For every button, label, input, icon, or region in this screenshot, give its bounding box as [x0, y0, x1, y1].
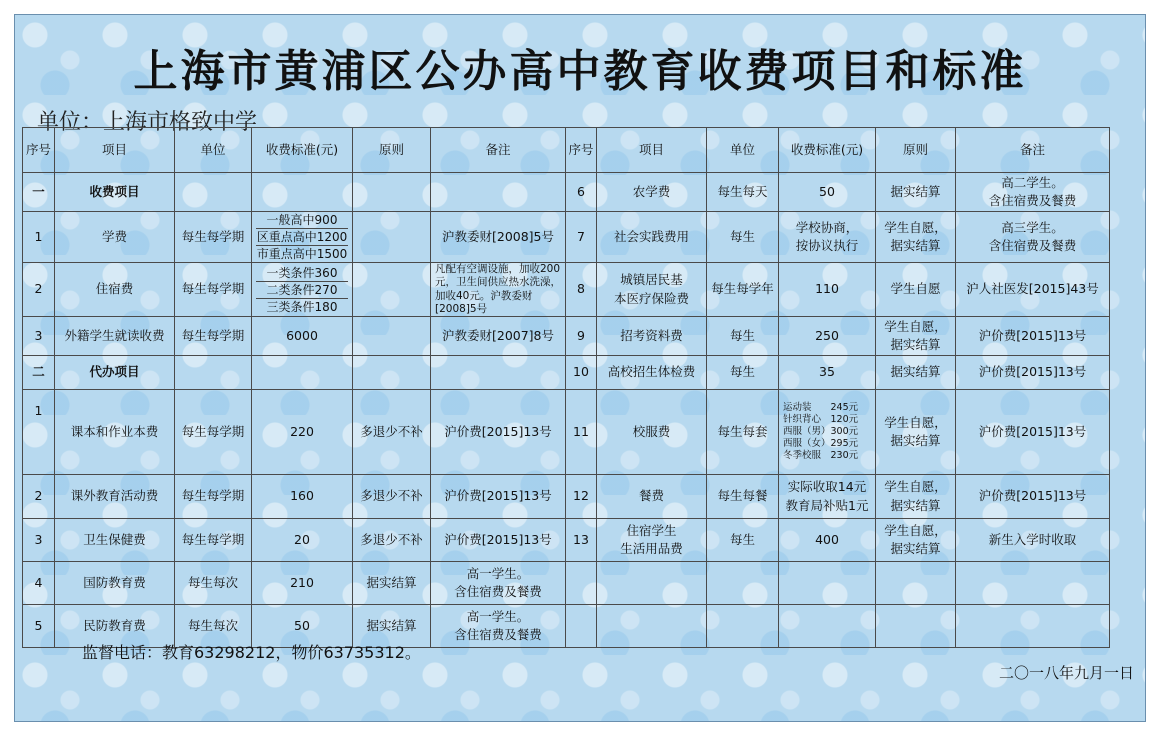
- fee-unit: 每生每学期: [175, 263, 252, 317]
- fee-note: 沪价费[2015]13号: [956, 317, 1110, 356]
- fee-rule: [353, 263, 431, 317]
- fee-note: [431, 562, 566, 605]
- rule-line: 据实结算: [890, 497, 941, 513]
- fee-standard: 160: [252, 475, 353, 519]
- row-number: 2: [23, 475, 55, 519]
- section-title: 收费项目: [55, 173, 175, 212]
- rule-line: 据实结算: [890, 238, 941, 253]
- fee-rule: [876, 519, 956, 562]
- std-line: 运动装 245元: [783, 402, 859, 414]
- fee-unit: 每生: [707, 519, 779, 562]
- fee-note: 沪价费[2015]13号: [956, 356, 1110, 390]
- fee-rule: 多退少不补: [353, 390, 431, 475]
- fee-item: 学费: [55, 212, 175, 263]
- fee-item: 课本和作业本费: [55, 390, 175, 475]
- note-text: 凡配有空调设施，加收200元，卫生间供应热水洗澡，加收40元。沪教委财[2008]5号: [435, 263, 561, 315]
- row-number: 11: [566, 390, 597, 475]
- rule-line: 学生自愿，: [884, 219, 947, 235]
- empty-cell: [956, 605, 1110, 648]
- note-line: 含住宿费及餐费: [988, 193, 1077, 208]
- std-line: 按协议执行: [795, 238, 859, 253]
- std-line: 西服（女）295元: [783, 437, 859, 449]
- item-line: 城镇居民基: [620, 272, 683, 288]
- row-number: 10: [566, 356, 597, 390]
- fee-rule: [876, 317, 956, 356]
- row-number: 3: [23, 317, 55, 356]
- header-cell: 收费标准(元): [779, 128, 876, 173]
- std-line: 一类条件360: [256, 265, 348, 282]
- fee-unit: 每生每套: [707, 390, 779, 475]
- empty-cell: [779, 562, 876, 605]
- fee-unit: 每生每天: [707, 173, 779, 212]
- rule-line: 学生自愿，: [884, 479, 947, 495]
- fee-unit: 每生每学年: [707, 263, 779, 317]
- table-row: [23, 562, 1110, 605]
- header-cell: 序号: [566, 128, 597, 173]
- fee-standard: 35: [779, 356, 876, 390]
- std-line: 三类条件180: [266, 299, 338, 314]
- fee-item: 高校招生体检费: [597, 356, 707, 390]
- fee-unit: 每生每学期: [175, 519, 252, 562]
- empty-cell: [956, 562, 1110, 605]
- std-line: 区重点高中1200: [256, 230, 348, 244]
- fee-unit: 每生: [707, 317, 779, 356]
- note-line: 含住宿费及餐费: [454, 584, 542, 599]
- empty-cell: [353, 173, 431, 212]
- section-number: 二: [23, 356, 55, 390]
- page-title: 上海市黄浦区公办高中教育收费项目和标准: [133, 46, 1027, 97]
- table-row: [23, 519, 1110, 562]
- fee-standard: [779, 212, 876, 263]
- fee-item: 餐费: [597, 475, 707, 519]
- row-number: 1: [23, 212, 55, 263]
- fee-note: 沪教委财[2007]8号: [431, 317, 566, 356]
- fee-rule: 多退少不补: [353, 475, 431, 519]
- fee-note: 沪价费[2015]13号: [431, 519, 566, 562]
- fee-table: [22, 127, 1110, 648]
- rule-line: 学生自愿，: [884, 414, 947, 430]
- std-line: 市重点高中1500: [256, 247, 348, 261]
- table-row: [23, 475, 1110, 519]
- empty-cell: [353, 356, 431, 390]
- empty-cell: [431, 356, 566, 390]
- row-number: 2: [23, 263, 55, 317]
- table-row: [23, 356, 1110, 390]
- fee-item: 卫生保健费: [55, 519, 175, 562]
- empty-cell: [597, 605, 707, 648]
- fee-item: 课外教育活动费: [55, 475, 175, 519]
- fee-standard: [252, 212, 353, 263]
- row-number: 3: [23, 519, 55, 562]
- note-line: 高二学生。: [1001, 174, 1064, 190]
- fee-item: 住宿费: [55, 263, 175, 317]
- section-number: 一: [23, 173, 55, 212]
- empty-cell: [175, 356, 252, 390]
- fee-standard: [252, 263, 353, 317]
- fee-unit: 每生每学期: [175, 475, 252, 519]
- fee-rule: 据实结算: [876, 173, 956, 212]
- row-number: 5: [23, 605, 55, 648]
- empty-cell: [566, 605, 597, 648]
- fee-note: 沪人社医发[2015]43号: [956, 263, 1110, 317]
- fee-note: 沪价费[2015]13号: [431, 390, 566, 475]
- fee-standard: 400: [779, 519, 876, 562]
- header-cell: 原则: [876, 128, 956, 173]
- empty-cell: [707, 562, 779, 605]
- fee-note: 沪价费[2015]13号: [956, 475, 1110, 519]
- fee-item: 国防教育费: [55, 562, 175, 605]
- rule-line: 学生自愿，: [884, 522, 947, 538]
- row-number: 6: [566, 173, 597, 212]
- fee-note: [956, 173, 1110, 212]
- fee-unit: 每生每学期: [175, 212, 252, 263]
- table-row: [23, 317, 1110, 356]
- fee-rule: 据实结算: [876, 356, 956, 390]
- empty-cell: [707, 605, 779, 648]
- fee-standard: [779, 475, 876, 519]
- fee-item: [597, 519, 707, 562]
- fee-standard: [779, 390, 876, 475]
- fee-rule: [876, 212, 956, 263]
- fee-standard: 110: [779, 263, 876, 317]
- header-cell: 单位: [707, 128, 779, 173]
- fee-note: 沪价费[2015]13号: [956, 390, 1110, 475]
- issue-date: 二〇一八年九月一日: [998, 664, 1134, 682]
- table-row: [23, 173, 1110, 212]
- fee-rule: 据实结算: [353, 562, 431, 605]
- fee-unit: 每生: [707, 356, 779, 390]
- note-line: 含住宿费及餐费: [454, 627, 542, 642]
- fee-rule: 多退少不补: [353, 519, 431, 562]
- fee-unit: 每生每学期: [175, 317, 252, 356]
- fee-unit: 每生每学期: [175, 390, 252, 475]
- header-cell: 单位: [175, 128, 252, 173]
- fee-standard: 210: [252, 562, 353, 605]
- fee-unit: 每生每次: [175, 562, 252, 605]
- note-line: 高一学生。: [466, 608, 530, 624]
- std-line: 学校协商，: [795, 219, 859, 235]
- header-cell: 原则: [353, 128, 431, 173]
- fee-standard: 50: [252, 605, 353, 648]
- table-header-row: [23, 128, 1110, 173]
- fee-note: 沪价费[2015]13号: [431, 475, 566, 519]
- fee-rule: [353, 212, 431, 263]
- fee-item: 民防教育费: [55, 605, 175, 648]
- row-number: 13: [566, 519, 597, 562]
- fee-standard: 250: [779, 317, 876, 356]
- fee-rule: [876, 475, 956, 519]
- fee-item: [597, 263, 707, 317]
- supervision-phone: 监督电话：教育63298212，物价63735312。: [82, 643, 421, 662]
- header-cell: 备注: [431, 128, 566, 173]
- std-line: 实际收取14元: [787, 479, 867, 495]
- empty-cell: [876, 605, 956, 648]
- empty-cell: [779, 605, 876, 648]
- rule-line: 据实结算: [890, 541, 941, 556]
- header-cell: 项目: [597, 128, 707, 173]
- fee-rule: [876, 390, 956, 475]
- std-line: 针织背心 120元: [783, 414, 859, 426]
- rule-line: 学生自愿，: [884, 318, 947, 334]
- row-number: 8: [566, 263, 597, 317]
- rule-line: 据实结算: [890, 433, 941, 448]
- item-line: 住宿学生: [626, 522, 677, 538]
- header-cell: 收费标准(元): [252, 128, 353, 173]
- row-number: 9: [566, 317, 597, 356]
- row-number: 7: [566, 212, 597, 263]
- fee-note: 沪教委财[2008]5号: [431, 212, 566, 263]
- fee-unit: 每生: [707, 212, 779, 263]
- note-line: 含住宿费及餐费: [988, 238, 1077, 253]
- row-number: 12: [566, 475, 597, 519]
- fee-rule: 据实结算: [353, 605, 431, 648]
- fee-item: 招考资料费: [597, 317, 707, 356]
- fee-note: [431, 605, 566, 648]
- item-line: 生活用品费: [620, 541, 683, 556]
- empty-cell: [252, 356, 353, 390]
- empty-cell: [431, 173, 566, 212]
- fee-item: 社会实践费用: [597, 212, 707, 263]
- item-line: 本医疗保险费: [613, 290, 689, 306]
- fee-unit: 每生每餐: [707, 475, 779, 519]
- table-row: [23, 390, 1110, 475]
- note-line: 高三学生。: [1001, 219, 1064, 235]
- fee-note: [431, 263, 566, 317]
- empty-cell: [597, 562, 707, 605]
- fee-standard: 220: [252, 390, 353, 475]
- fee-item: 外籍学生就读收费: [55, 317, 175, 356]
- fee-standard: 6000: [252, 317, 353, 356]
- unit-label: 单位：上海市格致中学: [37, 110, 258, 135]
- row-number: 1: [23, 390, 55, 475]
- std-line: 教育局补贴1元: [785, 497, 869, 513]
- header-cell: 备注: [956, 128, 1110, 173]
- fee-item: 农学费: [597, 173, 707, 212]
- std-line: 西服（男）300元: [783, 426, 859, 438]
- table-row: [23, 212, 1110, 263]
- fee-standard: 50: [779, 173, 876, 212]
- header-cell: 项目: [55, 128, 175, 173]
- fee-rule: 学生自愿: [876, 263, 956, 317]
- section-title: 代办项目: [55, 356, 175, 390]
- std-line: 二类条件270: [256, 282, 348, 299]
- header-cell: 序号: [23, 128, 55, 173]
- std-line: 一般高中900: [256, 212, 348, 229]
- fee-unit: 每生每次: [175, 605, 252, 648]
- rule-line: 据实结算: [890, 337, 941, 352]
- fee-rule: [353, 317, 431, 356]
- fee-note: 新生入学时收取: [956, 519, 1110, 562]
- std-line: 冬季校服 230元: [783, 449, 859, 461]
- empty-cell: [876, 562, 956, 605]
- fee-note: [956, 212, 1110, 263]
- note-line: 高一学生。: [466, 565, 530, 581]
- fee-standard: 20: [252, 519, 353, 562]
- empty-cell: [175, 173, 252, 212]
- table-row: [23, 263, 1110, 317]
- empty-cell: [252, 173, 353, 212]
- row-number: 4: [23, 562, 55, 605]
- empty-cell: [566, 562, 597, 605]
- fee-item: 校服费: [597, 390, 707, 475]
